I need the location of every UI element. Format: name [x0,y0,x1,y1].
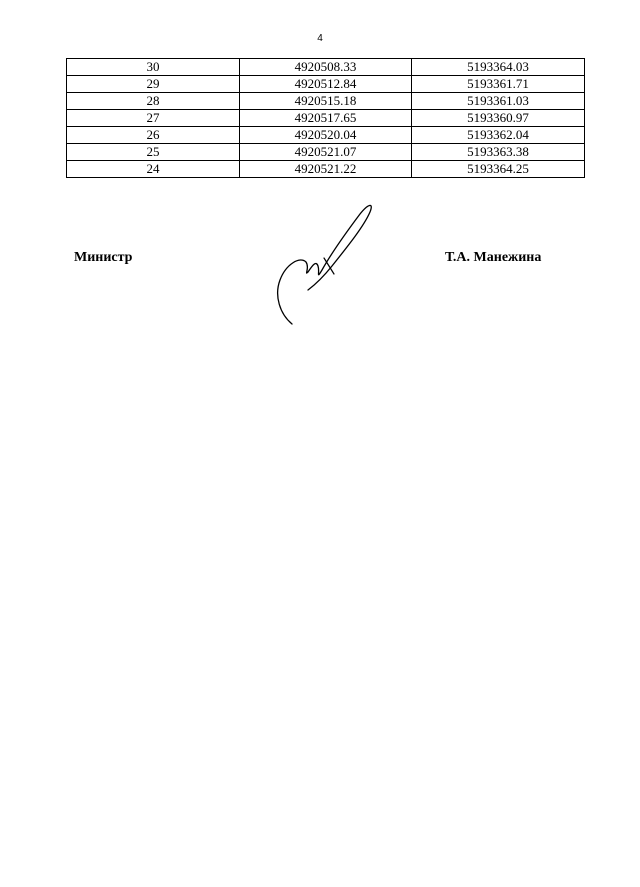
signatory-name: Т.А. Манежина [445,250,542,265]
point-number: 27 [67,110,240,127]
coord-x: 4920521.07 [240,144,412,161]
table-row [67,110,585,127]
point-number: 29 [67,76,240,93]
coord-x: 4920512.84 [240,76,412,93]
table-row [67,59,585,76]
point-number: 28 [67,93,240,110]
coord-y: 5193360.97 [412,110,585,127]
coord-y: 5193361.03 [412,93,585,110]
coord-x: 4920508.33 [240,59,412,76]
point-number: 30 [67,59,240,76]
handwritten-signature [270,196,380,328]
table-row [67,76,585,93]
coord-x: 4920517.65 [240,110,412,127]
coord-x: 4920515.18 [240,93,412,110]
coordinates-table [66,58,585,178]
coord-y: 5193364.03 [412,59,585,76]
point-number: 25 [67,144,240,161]
coord-y: 5193364.25 [412,161,585,178]
coord-y: 5193363.38 [412,144,585,161]
coord-y: 5193362.04 [412,127,585,144]
signatory-position: Министр [74,250,133,265]
page-number: 4 [317,33,323,44]
coord-y: 5193361.71 [412,76,585,93]
table-row [67,161,585,178]
point-number: 24 [67,161,240,178]
point-number: 26 [67,127,240,144]
table-row [67,93,585,110]
table-row [67,127,585,144]
coord-x: 4920521.22 [240,161,412,178]
table-row [67,144,585,161]
coord-x: 4920520.04 [240,127,412,144]
